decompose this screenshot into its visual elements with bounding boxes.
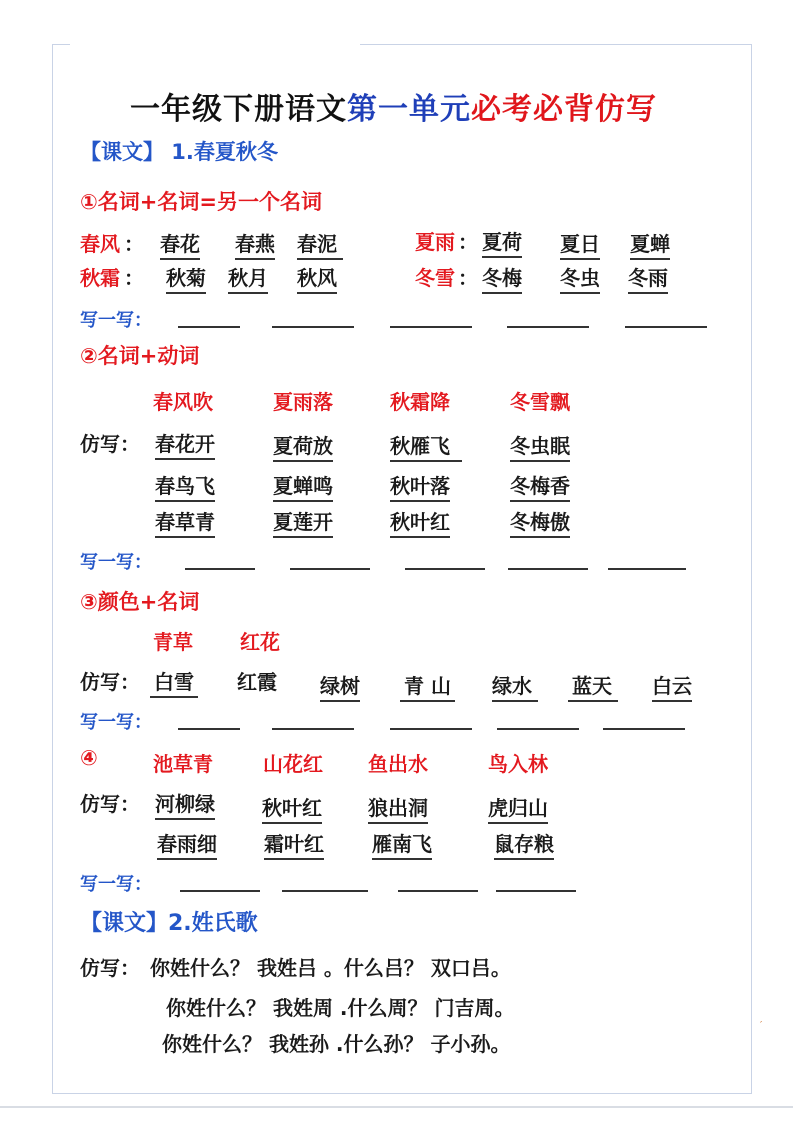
sec2-example: 冬雪飘	[510, 390, 570, 414]
write-blank[interactable]	[272, 728, 354, 730]
frame-gap	[70, 40, 360, 48]
sec1-row1-right-label: 夏雨	[415, 230, 455, 254]
sec2-word: 夏莲开	[273, 506, 333, 538]
sec2-word: 春草青	[155, 506, 215, 538]
sec1-row1-left-label: 春风	[80, 232, 120, 256]
write-blank[interactable]	[282, 890, 368, 892]
sec1-row1-right-word: 夏蝉	[630, 228, 670, 260]
sec3-word: 青 山	[400, 670, 455, 702]
lesson2-imitate-label: 仿写：	[80, 956, 140, 980]
write-blank[interactable]	[272, 326, 354, 328]
sec4-word: 河柳绿	[155, 788, 215, 820]
sec1-row2-left-colon: ：	[124, 266, 144, 290]
surname-line: 你姓什么？ 我姓周 .什么周？ 门吉周。	[166, 996, 515, 1020]
lesson2-heading: 【课文】2.姓氏歌	[80, 911, 258, 936]
sec1-row2-left-label: 秋霜	[80, 266, 120, 290]
write-blank[interactable]	[290, 568, 370, 570]
write-blank[interactable]	[390, 326, 472, 328]
sec4-example: 池草青	[153, 752, 213, 776]
sec2-word: 夏荷放	[273, 430, 333, 462]
write-blank[interactable]	[497, 728, 579, 730]
sec1-row1-right-colon: ：	[458, 230, 478, 254]
title-part-1: 一年级下册语文	[130, 92, 347, 127]
sec2-word: 秋雁飞	[390, 430, 462, 462]
sec2-heading: ②名词+动词	[80, 344, 200, 368]
sec1-row1-right-word: 夏荷	[482, 226, 522, 258]
write-blank[interactable]	[608, 568, 686, 570]
sec4-imitate-label: 仿写：	[80, 792, 140, 816]
sec2-example: 夏雨落	[273, 390, 333, 414]
sec3-word: 红霞	[237, 670, 277, 694]
sec2-word: 秋叶落	[390, 470, 450, 502]
write-blank[interactable]	[603, 728, 685, 730]
sec2-imitate-label: 仿写：	[80, 432, 140, 456]
write-blank[interactable]	[507, 326, 589, 328]
write-blank[interactable]	[390, 728, 472, 730]
bottom-divider	[0, 1106, 793, 1108]
sec2-example: 秋霜降	[390, 390, 450, 414]
sec1-heading: ①名词+名词=另一个名词	[80, 190, 322, 214]
sec4-example: 鱼出水	[368, 752, 428, 776]
write-blank[interactable]	[496, 890, 576, 892]
sec4-word: 狼出洞	[368, 792, 428, 824]
sec3-word: 蓝天	[568, 670, 618, 702]
sec4-write-label: 写一写：	[80, 874, 152, 895]
lesson1-heading: 【课文】 1.春夏秋冬	[80, 140, 278, 164]
write-blank[interactable]	[178, 728, 240, 730]
sec3-write-label: 写一写：	[80, 712, 152, 733]
sec4-word: 鼠存粮	[494, 828, 554, 860]
sec3-word: 绿水	[492, 670, 538, 702]
write-blank[interactable]	[398, 890, 478, 892]
sec1-row1-left-word: 春燕	[235, 228, 275, 260]
sec4-word: 霜叶红	[264, 828, 324, 860]
sec2-write-label: 写一写：	[80, 552, 152, 573]
sec2-word: 冬梅傲	[510, 506, 570, 538]
sec2-example: 春风吹	[153, 390, 213, 414]
sec3-word: 白云	[652, 670, 692, 702]
sec4-example: 山花红	[263, 752, 323, 776]
sec1-row1-right-word: 夏日	[560, 228, 600, 260]
sec2-word: 秋叶红	[390, 506, 450, 538]
write-blank[interactable]	[178, 326, 240, 328]
title-part-3: 必考必背仿写	[471, 92, 657, 127]
sec1-row1-left-word: 春花	[160, 228, 200, 260]
sec2-word: 春鸟飞	[155, 470, 215, 502]
sec1-row1-left-word: 春泥	[297, 228, 343, 260]
write-blank[interactable]	[180, 890, 260, 892]
sec1-row2-left-word: 秋月	[228, 262, 268, 294]
surname-line: 你姓什么？ 我姓孙 .什么孙？ 子小孙。	[162, 1032, 511, 1056]
sec1-row2-right-colon: ：	[458, 266, 478, 290]
sec2-word: 冬梅香	[510, 470, 570, 502]
title-part-2: 第一单元	[347, 92, 471, 127]
sec1-row2-right-word: 冬虫	[560, 262, 600, 294]
write-blank[interactable]	[405, 568, 485, 570]
write-blank[interactable]	[508, 568, 588, 570]
sec4-word: 雁南飞	[372, 828, 432, 860]
sec1-row2-right-word: 冬梅	[482, 262, 522, 294]
sec1-row2-left-word: 秋风	[297, 262, 337, 294]
sec4-example: 鸟入林	[488, 752, 548, 776]
sec1-row2-left-word: 秋菊	[166, 262, 206, 294]
sec3-example: 青草	[153, 630, 193, 654]
page-title	[130, 84, 657, 128]
sec2-word: 冬虫眠	[510, 430, 570, 462]
sec2-word: 春花开	[155, 428, 215, 460]
sec3-imitate-label: 仿写：	[80, 670, 140, 694]
sec4-word: 虎归山	[488, 792, 548, 824]
sec4-number: ④	[80, 746, 98, 770]
sec1-row1-left-colon: ：	[124, 232, 144, 256]
sec1-write-label: 写一写：	[80, 310, 152, 331]
write-blank[interactable]	[625, 326, 707, 328]
sec4-word: 春雨细	[157, 828, 217, 860]
sec2-word: 夏蝉鸣	[273, 470, 333, 502]
sec3-word: 白雪	[150, 666, 198, 698]
write-blank[interactable]	[185, 568, 255, 570]
sec3-heading: ③颜色+名词	[80, 590, 200, 614]
stray-mark: ′	[760, 1020, 763, 1031]
sec4-word: 秋叶红	[262, 792, 322, 824]
sec3-example: 红花	[240, 630, 280, 654]
sec3-word: 绿树	[320, 670, 360, 702]
surname-line: 你姓什么？ 我姓吕 。什么吕？ 双口吕。	[150, 956, 511, 980]
sec1-row2-right-label: 冬雪	[415, 266, 455, 290]
sec1-row2-right-word: 冬雨	[628, 262, 668, 294]
